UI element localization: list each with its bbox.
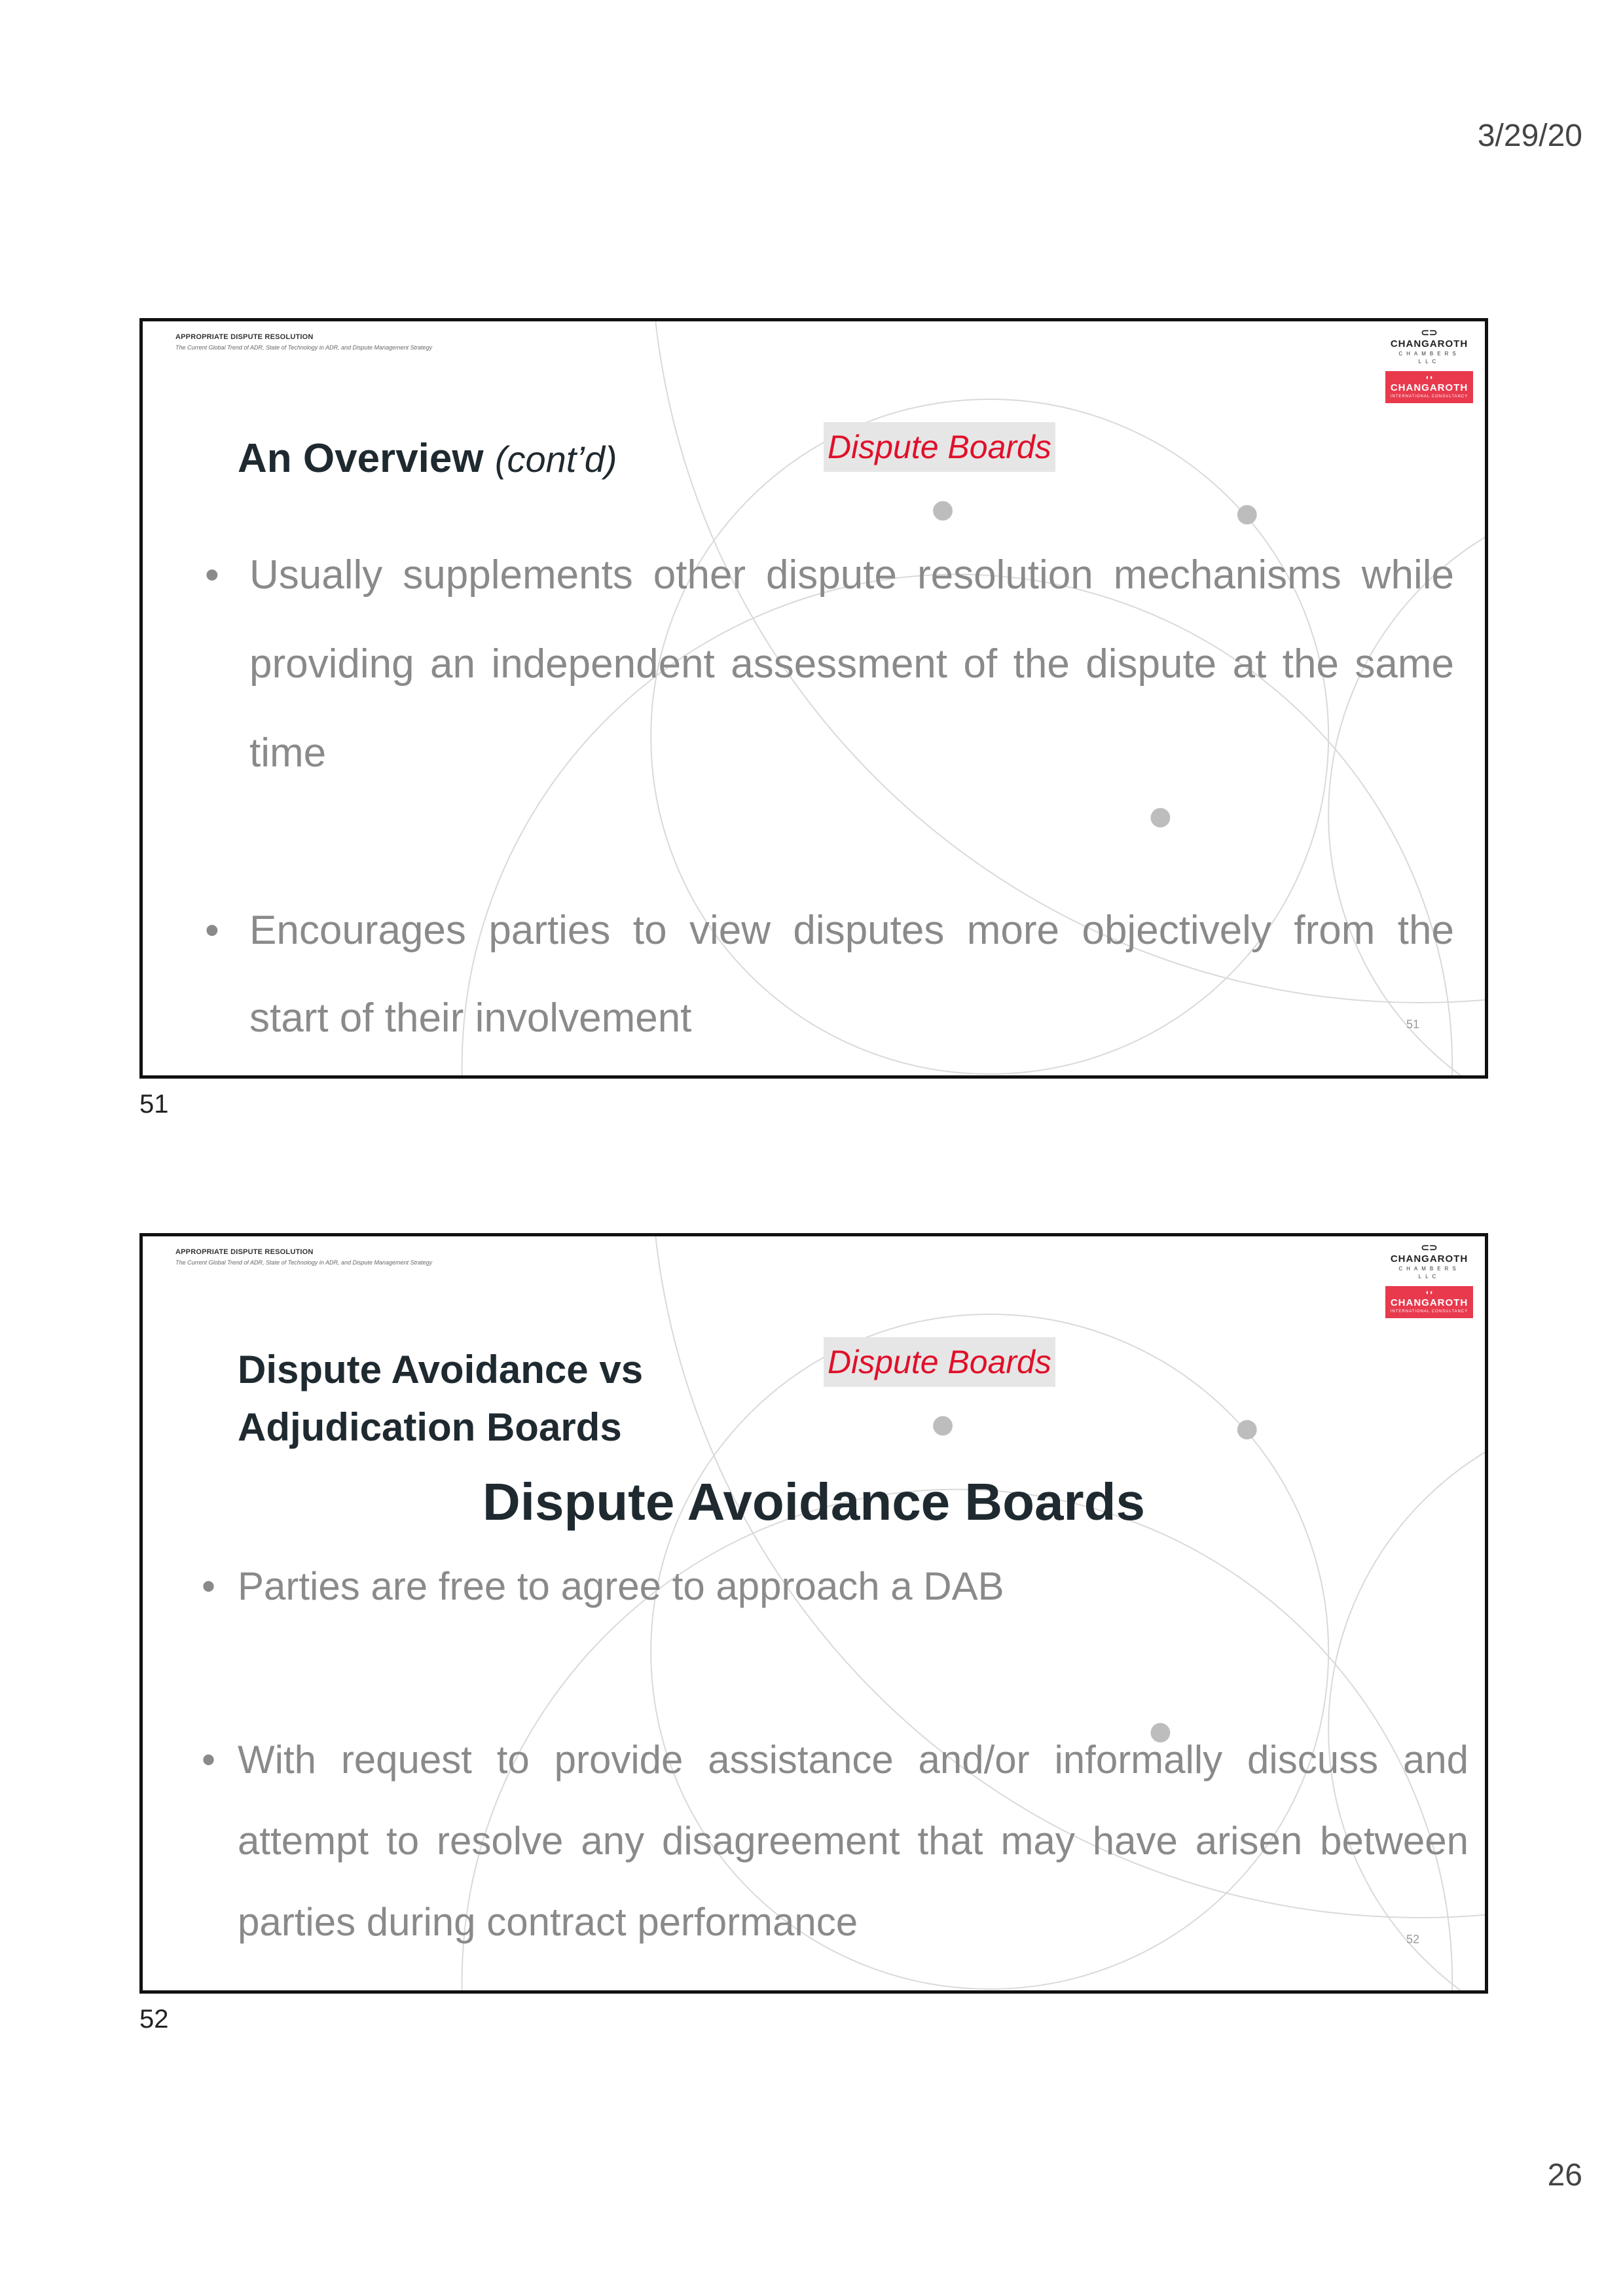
bullet-dot-icon: • <box>205 908 219 953</box>
section-subheading: Dispute Avoidance Boards <box>482 1473 1146 1531</box>
slide-number: 52 <box>1406 1933 1419 1946</box>
header-subtitle: The Current Global Trend of ADR, State of Technology in ADR, and Dispute Management Strategy <box>175 1259 433 1266</box>
bullet-dot-icon: • <box>202 1738 216 1782</box>
topic-tag: Dispute Boards <box>824 1337 1055 1387</box>
header-subtitle: The Current Global Trend of ADR, State of Technology in ADR, and Dispute Management Strategy <box>175 344 433 351</box>
bullet-dot-icon: • <box>202 1564 216 1608</box>
firm-logo <box>1385 1243 1473 1318</box>
heading-text: An Overview <box>238 436 484 481</box>
logo-suffix: CHAMBERS LLC <box>1398 1266 1460 1280</box>
bullet-item <box>205 531 1454 798</box>
slide-caption: 51 <box>139 1090 169 1119</box>
logo-consultancy-suffix: INTERNATIONAL CONSULTANCY <box>1390 395 1468 399</box>
slide-heading <box>238 1341 643 1456</box>
slide-51 <box>139 318 1488 1079</box>
logo-mark-icon: ⊂⊃ <box>1421 327 1438 338</box>
header-title: APPROPRIATE DISPUTE RESOLUTION <box>175 1248 314 1256</box>
logo-consultancy <box>1385 371 1473 403</box>
bullet-text: Encourages parties to view disputes more objectively from the start of their involvement <box>249 908 1454 1041</box>
bullet-text: With request to provide assistance and/or informally discuss and attempt to resolve any disagreement that may have arisen between parties during contract performance <box>238 1738 1468 1944</box>
logo-consultancy-mark-icon: ◖◗ <box>1425 1289 1434 1297</box>
slide-caption: 52 <box>139 2005 169 2034</box>
logo-consultancy-mark-icon: ◖◗ <box>1425 374 1434 382</box>
heading-line-2: Adjudication Boards <box>238 1405 622 1449</box>
bullet-text: Usually supplements other dispute resolution mechanisms while providing an independent assessment of the dispute at the same time <box>249 552 1454 776</box>
header-title: APPROPRIATE DISPUTE RESOLUTION <box>175 333 314 341</box>
logo-suffix: CHAMBERS LLC <box>1398 351 1460 365</box>
logo-name: CHANGAROTH <box>1390 1253 1468 1265</box>
page-date: 3/29/20 <box>1477 118 1582 153</box>
logo-consultancy-name: CHANGAROTH <box>1390 382 1468 393</box>
logo-consultancy-suffix: INTERNATIONAL CONSULTANCY <box>1390 1310 1468 1314</box>
slide-number: 51 <box>1406 1018 1419 1031</box>
heading-line-1: Dispute Avoidance vs <box>238 1348 644 1391</box>
firm-logo <box>1385 328 1473 403</box>
page-number: 26 <box>1547 2158 1582 2193</box>
topic-tag: Dispute Boards <box>824 422 1055 472</box>
heading-suffix: (cont’d) <box>494 439 617 480</box>
logo-consultancy-name: CHANGAROTH <box>1390 1297 1468 1308</box>
slide-heading <box>238 430 617 488</box>
logo-name: CHANGAROTH <box>1390 338 1468 350</box>
bullet-item <box>205 887 1454 1062</box>
bullet-item <box>202 1719 1468 1963</box>
bullet-dot-icon: • <box>205 552 219 598</box>
bullet-text: Parties are free to agree to approach a DAB <box>238 1564 1004 1608</box>
slide-52 <box>139 1233 1488 1994</box>
logo-mark-icon: ⊂⊃ <box>1421 1242 1438 1253</box>
logo-consultancy <box>1385 1286 1473 1318</box>
bullet-item <box>202 1557 1468 1616</box>
